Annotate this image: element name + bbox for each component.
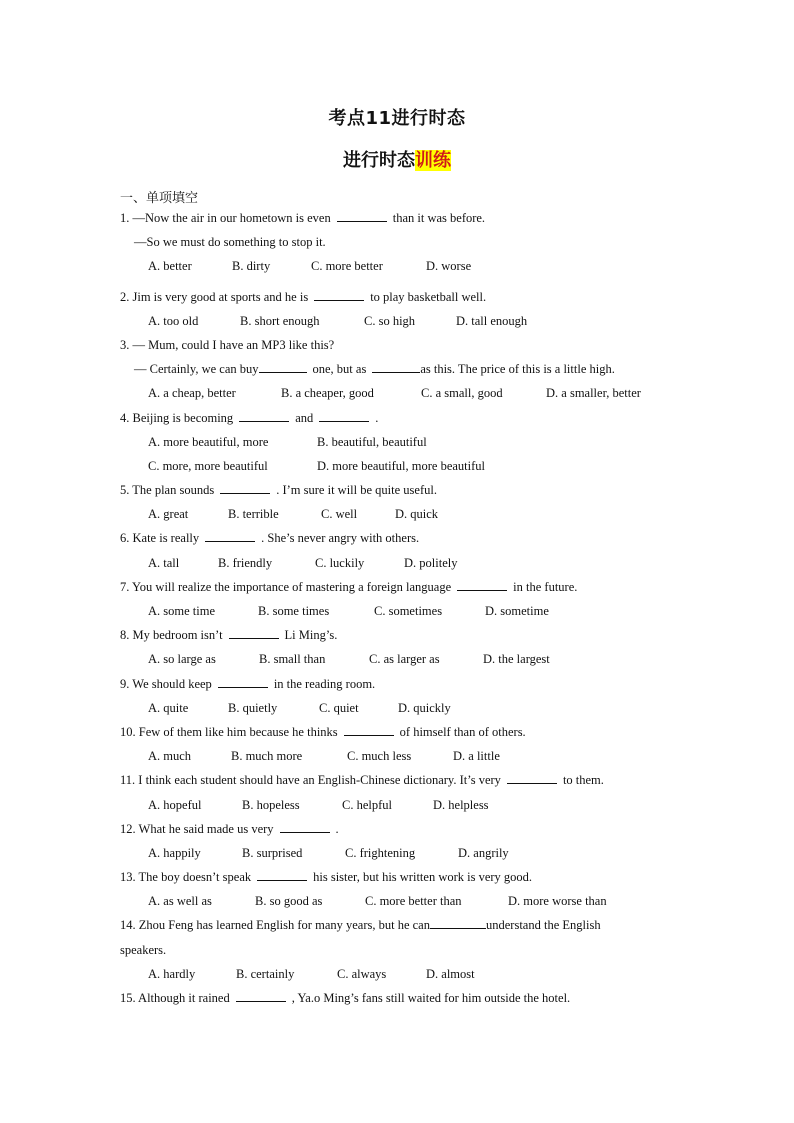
answer-blank xyxy=(259,360,307,373)
question-4: 4. Beijing is becoming and . xyxy=(120,410,379,425)
option: C. quiet xyxy=(319,700,359,715)
option: B. a cheaper, good xyxy=(281,386,374,401)
option: C. more better than xyxy=(365,894,462,909)
option: D. the largest xyxy=(483,652,550,667)
option: B. hopeless xyxy=(242,797,300,812)
answer-blank xyxy=(218,675,268,688)
option: D. helpless xyxy=(433,797,489,812)
answer-blank xyxy=(220,481,270,494)
option: C. helpful xyxy=(342,797,392,812)
section-title: 一、单项填空 xyxy=(120,191,199,206)
option: A. quite xyxy=(148,700,189,715)
option: C. more, more beautiful xyxy=(148,458,268,473)
question-12-options xyxy=(120,844,680,868)
question-14-continued: speakers. xyxy=(120,942,167,957)
option: B. much more xyxy=(231,749,303,764)
question-1-reply: —So we must do something to stop it. xyxy=(134,235,326,250)
option: C. well xyxy=(321,507,358,522)
option: B. terrible xyxy=(228,507,279,522)
option: D. tall enough xyxy=(456,313,528,328)
question-5-options xyxy=(120,505,680,529)
question-2-options xyxy=(120,312,680,336)
option: A. so large as xyxy=(148,652,216,667)
question-1: 1. —Now the air in our hometown is even than it was before. xyxy=(120,211,486,225)
question-3-options xyxy=(120,384,680,408)
option: A. too old xyxy=(148,313,199,328)
question-3: 3. — Mum, could I have an MP3 like this? xyxy=(120,337,335,352)
question-4-options-row-2 xyxy=(120,457,680,481)
option: A. hopeful xyxy=(148,797,202,812)
option: B. so good as xyxy=(255,894,323,909)
answer-blank xyxy=(430,916,486,929)
option: B. quietly xyxy=(228,700,278,715)
question-9-options xyxy=(120,699,680,723)
question-4-options-row-1 xyxy=(120,433,680,457)
question-6: 6. Kate is really . She’s never angry with others. xyxy=(120,531,420,546)
option: B. short enough xyxy=(240,313,320,328)
answer-blank xyxy=(372,360,420,373)
question-14-options xyxy=(120,965,680,989)
option: C. more better xyxy=(311,259,383,274)
answer-blank xyxy=(314,288,364,301)
answer-blank xyxy=(229,626,279,639)
question-list xyxy=(120,209,680,1013)
answer-blank xyxy=(236,989,286,1002)
answer-blank xyxy=(507,771,557,784)
option: C. so high xyxy=(364,313,416,328)
option: C. sometimes xyxy=(374,604,443,618)
question-11-options xyxy=(120,796,680,820)
question-7: 7. You will realize the importance of mastering a foreign language in the future. xyxy=(120,579,578,594)
option: D. more worse than xyxy=(508,894,607,909)
question-14: 14. Zhou Feng has learned English for many years, but he can understand the English xyxy=(120,918,601,933)
option: A. hardly xyxy=(148,966,196,981)
option: D. quickly xyxy=(398,700,451,715)
option: A. happily xyxy=(148,845,201,860)
option: C. much less xyxy=(347,749,412,764)
question-3-reply: — Certainly, we can buy one, but as as this. The price of this is a little high. xyxy=(134,362,615,377)
option: D. a smaller, better xyxy=(546,386,641,401)
option: C. as larger as xyxy=(369,652,440,667)
option: D. politely xyxy=(404,555,458,570)
option: D. almost xyxy=(426,966,475,981)
option: D. angrily xyxy=(458,845,509,860)
option: A. as well as xyxy=(148,894,212,909)
subtitle-highlight: 训练 xyxy=(415,150,451,171)
question-11: 11. I think each student should have an English-Chinese dictionary. It’s very to them. xyxy=(120,773,604,788)
answer-blank xyxy=(337,209,387,222)
subtitle-main: 进行时态 xyxy=(343,150,415,171)
question-10-options xyxy=(120,747,680,771)
answer-blank xyxy=(205,529,255,542)
option: D. sometime xyxy=(485,604,549,618)
question-13-options xyxy=(120,892,680,916)
option: A. tall xyxy=(148,555,180,570)
answer-blank xyxy=(319,409,369,422)
option: C. always xyxy=(337,966,387,981)
question-9: 9. We should keep in the reading room. xyxy=(120,676,376,691)
option: B. certainly xyxy=(236,966,295,981)
option: D. quick xyxy=(395,507,439,522)
option: C. frightening xyxy=(345,845,416,860)
option: A. much xyxy=(148,749,192,764)
question-7-options xyxy=(120,602,680,626)
option: A. better xyxy=(148,259,192,274)
page-subtitle xyxy=(0,146,794,172)
option: B. friendly xyxy=(218,555,273,570)
answer-blank xyxy=(457,578,507,591)
page-title: 考点11进行时态 xyxy=(328,108,466,129)
answer-blank xyxy=(239,409,289,422)
option: A. some time xyxy=(148,604,216,618)
option: A. more beautiful, more xyxy=(148,434,269,449)
question-8: 8. My bedroom isn’t Li Ming’s. xyxy=(120,628,338,643)
question-10: 10. Few of them like him because he thinks of himself than of others. xyxy=(120,724,526,739)
option: B. dirty xyxy=(232,259,271,274)
question-8-options xyxy=(120,650,680,674)
option: D. worse xyxy=(426,259,472,274)
answer-blank xyxy=(280,820,330,833)
question-6-options xyxy=(120,554,680,578)
question-1-options xyxy=(120,257,680,281)
option: D. a little xyxy=(453,749,500,764)
option: D. more beautiful, more beautiful xyxy=(317,458,485,473)
answer-blank xyxy=(344,723,394,736)
answer-blank xyxy=(257,868,307,881)
question-13: 13. The boy doesn’t speak his sister, but his written work is very good. xyxy=(120,870,533,885)
option: B. surprised xyxy=(242,845,303,860)
option: A. a cheap, better xyxy=(148,386,236,401)
question-12: 12. What he said made us very . xyxy=(120,821,339,836)
option: C. a small, good xyxy=(421,386,503,401)
option: C. luckily xyxy=(315,555,365,570)
option: B. some times xyxy=(258,604,330,618)
option: A. great xyxy=(148,507,189,522)
option: B. beautiful, beautiful xyxy=(317,434,427,449)
question-2: 2. Jim is very good at sports and he is to play basketball well. xyxy=(120,289,487,304)
question-15: 15. Although it rained , Ya.o Ming’s fans still waited for him outside the hotel. xyxy=(120,991,571,1005)
option: B. small than xyxy=(259,652,326,667)
question-5: 5. The plan sounds . I’m sure it will be quite useful. xyxy=(120,483,437,498)
